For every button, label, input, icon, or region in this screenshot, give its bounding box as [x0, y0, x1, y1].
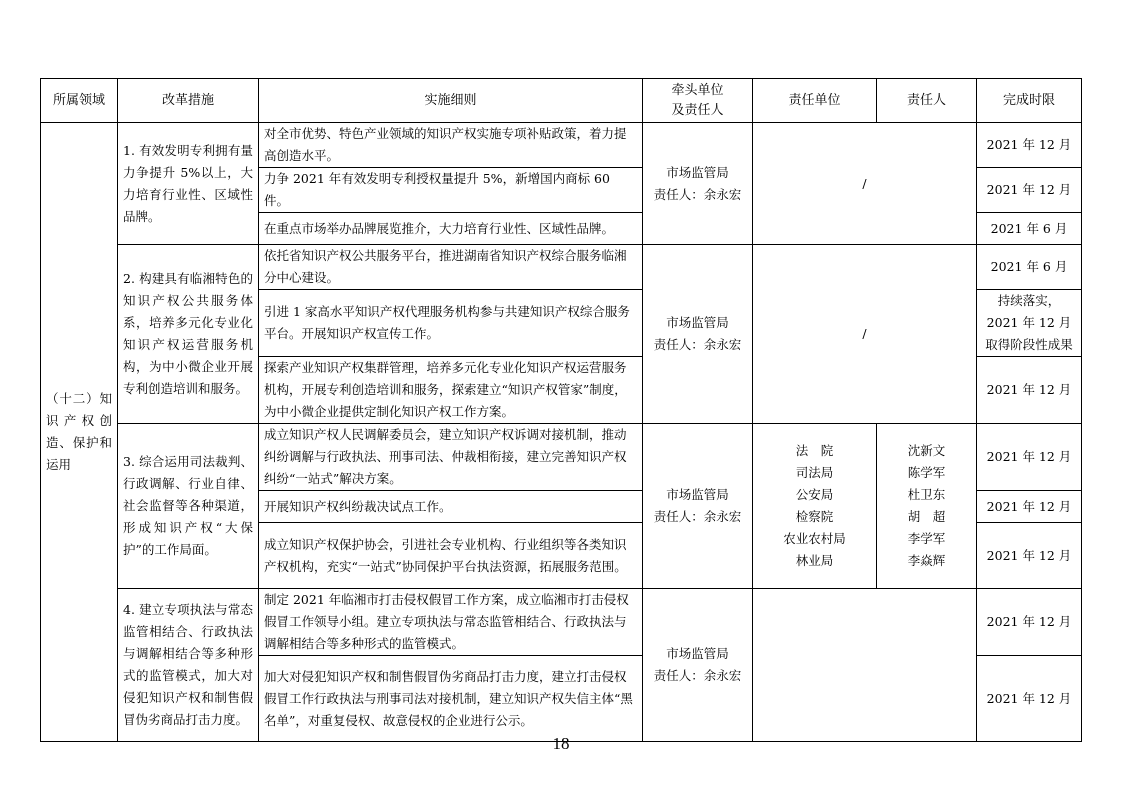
header-deadline: 完成时限 — [977, 79, 1082, 123]
header-person: 责任人 — [877, 79, 977, 123]
field-cell: （十二）知识产权创造、保护和运用 — [41, 123, 118, 742]
table-row — [41, 123, 1082, 168]
detail-cell: 开展知识产权纠纷裁决试点工作。 — [259, 491, 643, 523]
page-number: 18 — [552, 734, 570, 753]
measure-cell: 3. 综合运用司法裁判、行政调解、行业自律、社会监督等各种渠道，形成知识产权“大保护”的工作局面。 — [118, 424, 259, 589]
header-resp-unit: 责任单位 — [753, 79, 877, 123]
detail-cell: 对全市优势、特色产业领域的知识产权实施专项补贴政策，着力提高创造水平。 — [259, 123, 643, 168]
detail-cell: 加大对侵犯知识产权和制售假冒伪劣商品打击力度，建立打击侵权假冒工作行政执法与刑事司法对接机制，建立知识产权失信主体“黑名单”，对重复侵权、故意侵权的企业进行公示。 — [259, 656, 643, 742]
detail-cell: 引进 1 家高水平知识产权代理服务机构参与共建知识产权综合服务平台。开展知识产权宣传工作。 — [259, 290, 643, 357]
resp-unit-cell: 法 院 司法局 公安局 检察院 农业农村局 林业局 — [753, 424, 877, 589]
deadline-cell: 2021 年 6 月 — [977, 213, 1082, 245]
lead-unit-cell: 市场监管局 责任人：余永宏 — [643, 589, 753, 742]
header-lead-unit: 牵头单位 及责任人 — [643, 79, 753, 123]
reform-measures-table — [40, 78, 1082, 742]
detail-cell: 力争 2021 年有效发明专利授权量提升 5%，新增国内商标 60 件。 — [259, 168, 643, 213]
detail-cell: 在重点市场举办品牌展览推介，大力培育行业性、区域性品牌。 — [259, 213, 643, 245]
measure-cell: 1. 有效发明专利拥有量力争提升 5%以上，大力培育行业性、区域性品牌。 — [118, 123, 259, 245]
table-row — [41, 589, 1082, 656]
resp-unit-cell — [753, 589, 977, 742]
resp-unit-cell: / — [753, 123, 977, 245]
header-measure: 改革措施 — [118, 79, 259, 123]
lead-unit-cell: 市场监管局 责任人：余永宏 — [643, 424, 753, 589]
measure-cell: 2. 构建具有临湘特色的知识产权公共服务体系，培养多元化专业化知识产权运营服务机构，为中小微企业开展专利创造培训和服务。 — [118, 245, 259, 424]
header-field: 所属领域 — [41, 79, 118, 123]
deadline-cell: 2021 年 12 月 — [977, 168, 1082, 213]
table-row — [41, 245, 1082, 290]
deadline-cell: 2021 年 12 月 — [977, 656, 1082, 742]
detail-cell: 制定 2021 年临湘市打击侵权假冒工作方案，成立临湘市打击侵权假冒工作领导小组。建立专项执法与常态监管相结合、行政执法与调解相结合等多种形式的监管模式。 — [259, 589, 643, 656]
deadline-cell: 持续落实， 2021 年 12 月取得阶段性成果 — [977, 290, 1082, 357]
resp-unit-cell: / — [753, 245, 977, 424]
table-row — [41, 424, 1082, 491]
measure-cell: 4. 建立专项执法与常态监管相结合、行政执法与调解相结合等多种形式的监管模式，加大对侵犯知识产权和制售假冒伪劣商品打击力度。 — [118, 589, 259, 742]
deadline-cell: 2021 年 12 月 — [977, 523, 1082, 589]
person-cell: 沈新文 陈学军 杜卫东 胡 超 李学军 李焱辉 — [877, 424, 977, 589]
lead-unit-cell: 市场监管局 责任人：余永宏 — [643, 245, 753, 424]
deadline-cell: 2021 年 12 月 — [977, 357, 1082, 424]
deadline-cell: 2021 年 12 月 — [977, 491, 1082, 523]
detail-cell: 探索产业知识产权集群管理，培养多元化专业化知识产权运营服务机构，开展专利创造培训和服务，探索建立“知识产权管家”制度，为中小微企业提供定制化知识产权工作方案。 — [259, 357, 643, 424]
table-header-row — [41, 79, 1082, 123]
detail-cell: 成立知识产权人民调解委员会，建立知识产权诉调对接机制，推动纠纷调解与行政执法、刑事司法、仲裁相衔接，建立完善知识产权纠纷“一站式”解决方案。 — [259, 424, 643, 491]
deadline-cell: 2021 年 6 月 — [977, 245, 1082, 290]
deadline-cell: 2021 年 12 月 — [977, 123, 1082, 168]
lead-unit-cell: 市场监管局 责任人：余永宏 — [643, 123, 753, 245]
detail-cell: 依托省知识产权公共服务平台，推进湖南省知识产权综合服务临湘分中心建设。 — [259, 245, 643, 290]
deadline-cell: 2021 年 12 月 — [977, 589, 1082, 656]
header-detail: 实施细则 — [259, 79, 643, 123]
deadline-cell: 2021 年 12 月 — [977, 424, 1082, 491]
detail-cell: 成立知识产权保护协会，引进社会专业机构、行业组织等各类知识产权机构，充实“一站式”协同保护平台执法资源，拓展服务范围。 — [259, 523, 643, 589]
